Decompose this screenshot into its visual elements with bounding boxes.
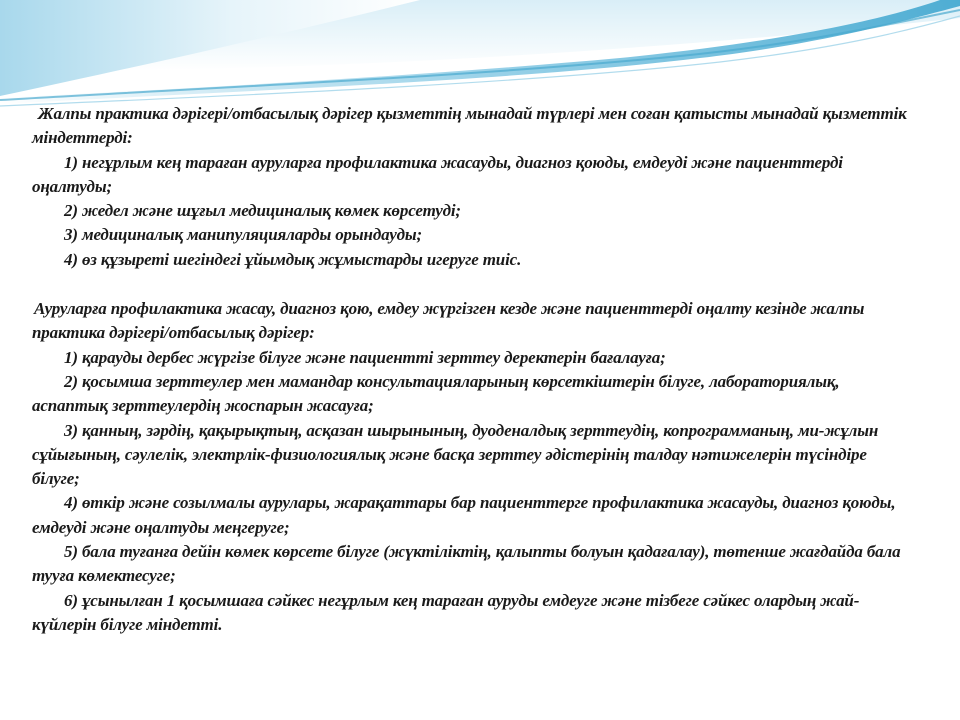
- section2-item-5: 5) бала туғанға дейін көмек көрсете білуге (жүктіліктің, қалыпты болуын қадағалау), төтенше жағдайда бала тууға көмектесуге;: [32, 542, 901, 586]
- document-body: [32, 102, 912, 637]
- section1-intro: Жалпы практика дәрігері/отбасылық дәрігер қызметтің мынадай түрлері мен соған қатысты мынадай қызметтік міндеттерді:: [32, 104, 907, 148]
- section2-item-1: 1) қарауды дербес жүргізе білуге және пациентті зерттеу деректерін бағалауға;: [64, 347, 666, 367]
- section-spacer: [32, 272, 912, 297]
- section1-item-1: 1) негұрлым кең тараған ауруларға профилактика жасауды, диагноз қоюды, емдеуді және пациенттерді оңалтуды;: [32, 152, 843, 196]
- section2-item-3: 3) қанның, зәрдің, қақырықтың, асқазан шырынының, дуоденалдық зерттеудің, копрограмманың, ми-жұлын сұйығының, сәулелік, электрлік-физиологиялық және басқа зерттеу әдістерінің талдау нәтижелерін түсіндіре білуге;: [32, 420, 879, 489]
- section2-item-2: 2) қосымша зерттеулер мен мамандар консультацияларының көрсеткіштерін білуге, лабораториялық, аспаптық зерттеулердің жоспарын жасауға;: [32, 371, 840, 416]
- section2-intro: Ауруларға профилактика жасау, диагноз қою, емдеу жүргізген кезде және пациенттерді оңалту кезінде жалпы практика дәрігері/отбасылық дәрігер:: [32, 299, 865, 343]
- section1-item-4: 4) өз құзыреті шегіндегі ұйымдық жұмыстарды игеруге тиіс.: [64, 249, 522, 269]
- section2-item-4: 4) өткір және созылмалы аурулары, жарақаттары бар пациенттерге профилактика жасауды, диагноз қоюды, емдеуді және оңалтуды меңгеруге;: [32, 493, 896, 537]
- section1-item-3: 3) медициналық манипуляцияларды орындауды;: [64, 225, 423, 245]
- section2-item-6: 6) ұсынылған 1 қосымшаға сәйкес негұрлым кең тараған ауруды емдеуге және тізбеге сәйкес олардың жай-күйлерін білуге міндетті.: [32, 590, 860, 634]
- section1-item-2: 2) жедел және шұғыл медициналық көмек көрсетуді;: [64, 201, 461, 221]
- header-wave-decoration: [0, 0, 960, 110]
